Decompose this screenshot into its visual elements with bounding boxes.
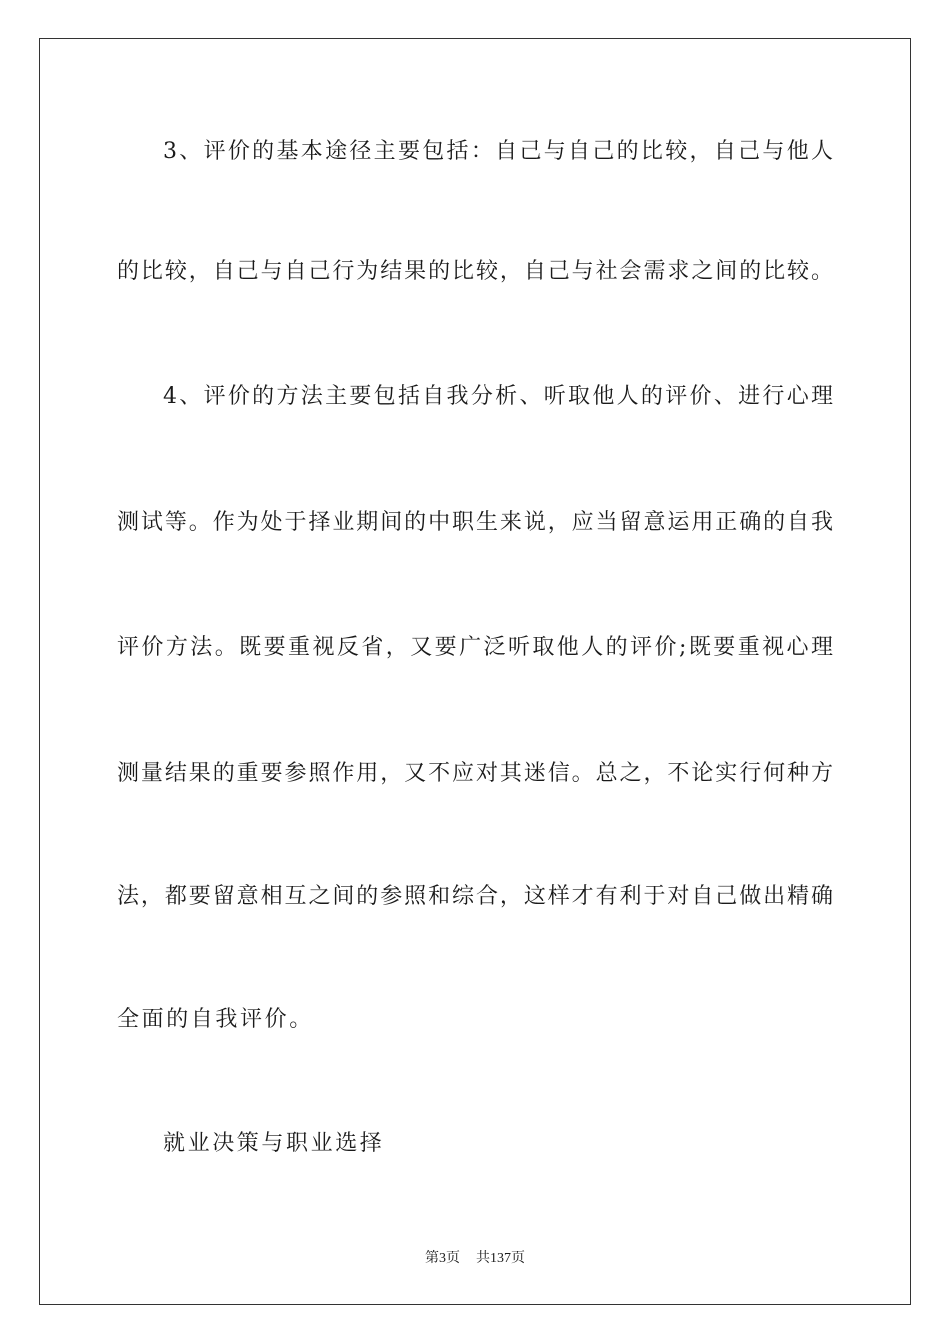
paragraph-line: 测量结果的重要参照作用，又不应对其迷信。总之，不论实行何种方 (117, 761, 833, 786)
paragraph-line: 的比较，自己与自己行为结果的比较，自己与社会需求之间的比较。 (117, 259, 833, 284)
paragraph-line: 测试等。作为处于择业期间的中职生来说，应当留意运用正确的自我 (117, 510, 833, 535)
paragraph-line: 3、评价的基本途径主要包括：自己与自己的比较，自己与他人 (163, 139, 833, 164)
page-number: 第3页 (425, 1251, 460, 1266)
paragraph-line: 全面的自我评价。 (117, 1007, 314, 1032)
total-pages: 共137页 (476, 1251, 525, 1266)
paragraph-line: 法，都要留意相互之间的参照和综合，这样才有利于对自己做出精确 (117, 884, 833, 909)
paragraph-line: 评价方法。既要重视反省，又要广泛听取他人的评价;既要重视心理 (117, 635, 833, 660)
section-heading: 就业决策与职业选择 (163, 1131, 385, 1156)
page-border (39, 38, 911, 1305)
page-footer (0, 1247, 950, 1267)
paragraph-line: 4、评价的方法主要包括自我分析、听取他人的评价、进行心理 (163, 384, 833, 409)
